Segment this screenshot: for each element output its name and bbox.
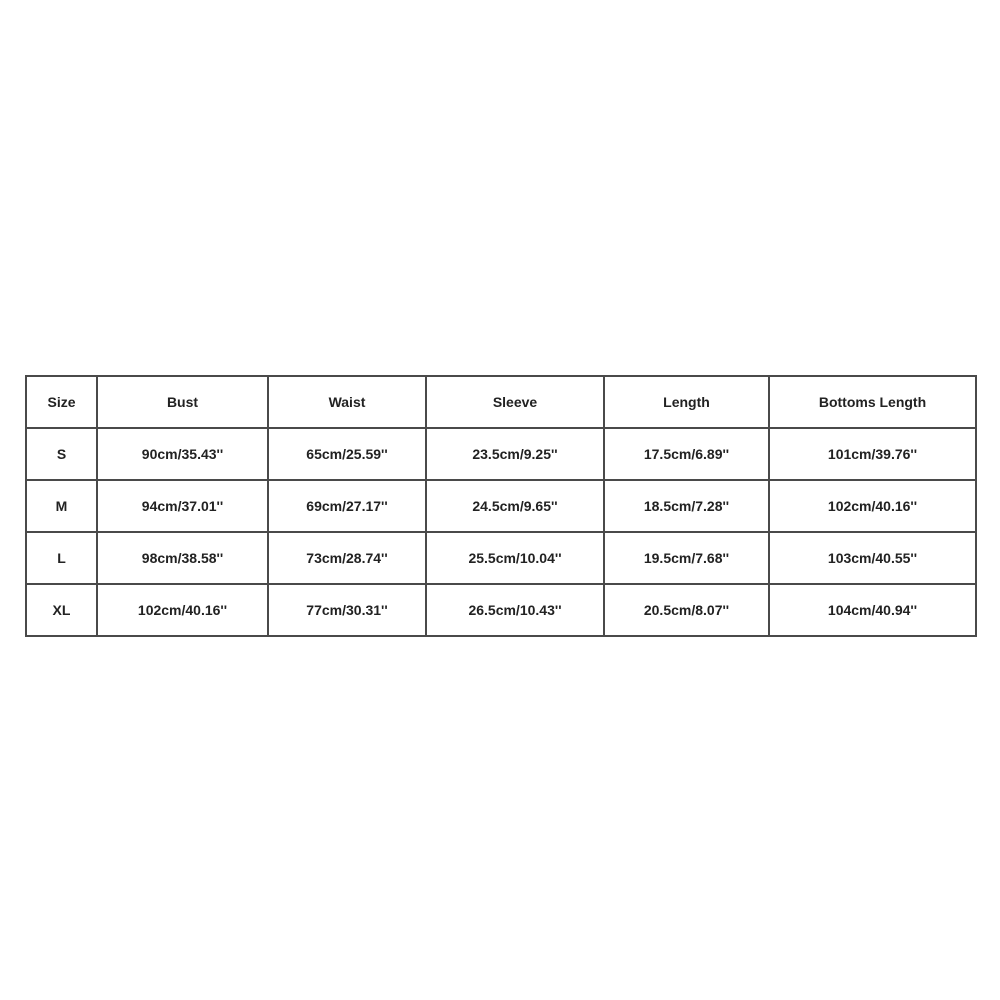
cell-bust: 98cm/38.58'' xyxy=(97,532,268,584)
cell-waist: 73cm/28.74'' xyxy=(268,532,426,584)
cell-waist: 69cm/27.17'' xyxy=(268,480,426,532)
cell-size: L xyxy=(26,532,97,584)
cell-size: M xyxy=(26,480,97,532)
size-chart-table xyxy=(25,375,977,637)
cell-sleeve: 24.5cm/9.65'' xyxy=(426,480,604,532)
cell-size: S xyxy=(26,428,97,480)
cell-sleeve: 23.5cm/9.25'' xyxy=(426,428,604,480)
cell-bust: 94cm/37.01'' xyxy=(97,480,268,532)
cell-bottoms-length: 101cm/39.76'' xyxy=(769,428,976,480)
cell-sleeve: 25.5cm/10.04'' xyxy=(426,532,604,584)
cell-length: 18.5cm/7.28'' xyxy=(604,480,769,532)
header-bottoms-length: Bottoms Length xyxy=(769,376,976,428)
cell-length: 20.5cm/8.07'' xyxy=(604,584,769,636)
cell-bottoms-length: 104cm/40.94'' xyxy=(769,584,976,636)
header-size: Size xyxy=(26,376,97,428)
header-length: Length xyxy=(604,376,769,428)
cell-length: 19.5cm/7.68'' xyxy=(604,532,769,584)
cell-sleeve: 26.5cm/10.43'' xyxy=(426,584,604,636)
cell-size: XL xyxy=(26,584,97,636)
header-sleeve: Sleeve xyxy=(426,376,604,428)
cell-bust: 90cm/35.43'' xyxy=(97,428,268,480)
table-row xyxy=(26,480,976,532)
table-header-row xyxy=(26,376,976,428)
cell-length: 17.5cm/6.89'' xyxy=(604,428,769,480)
cell-waist: 77cm/30.31'' xyxy=(268,584,426,636)
cell-bottoms-length: 102cm/40.16'' xyxy=(769,480,976,532)
table-row xyxy=(26,428,976,480)
cell-bottoms-length: 103cm/40.55'' xyxy=(769,532,976,584)
cell-bust: 102cm/40.16'' xyxy=(97,584,268,636)
header-waist: Waist xyxy=(268,376,426,428)
table-row xyxy=(26,584,976,636)
header-bust: Bust xyxy=(97,376,268,428)
table-row xyxy=(26,532,976,584)
cell-waist: 65cm/25.59'' xyxy=(268,428,426,480)
